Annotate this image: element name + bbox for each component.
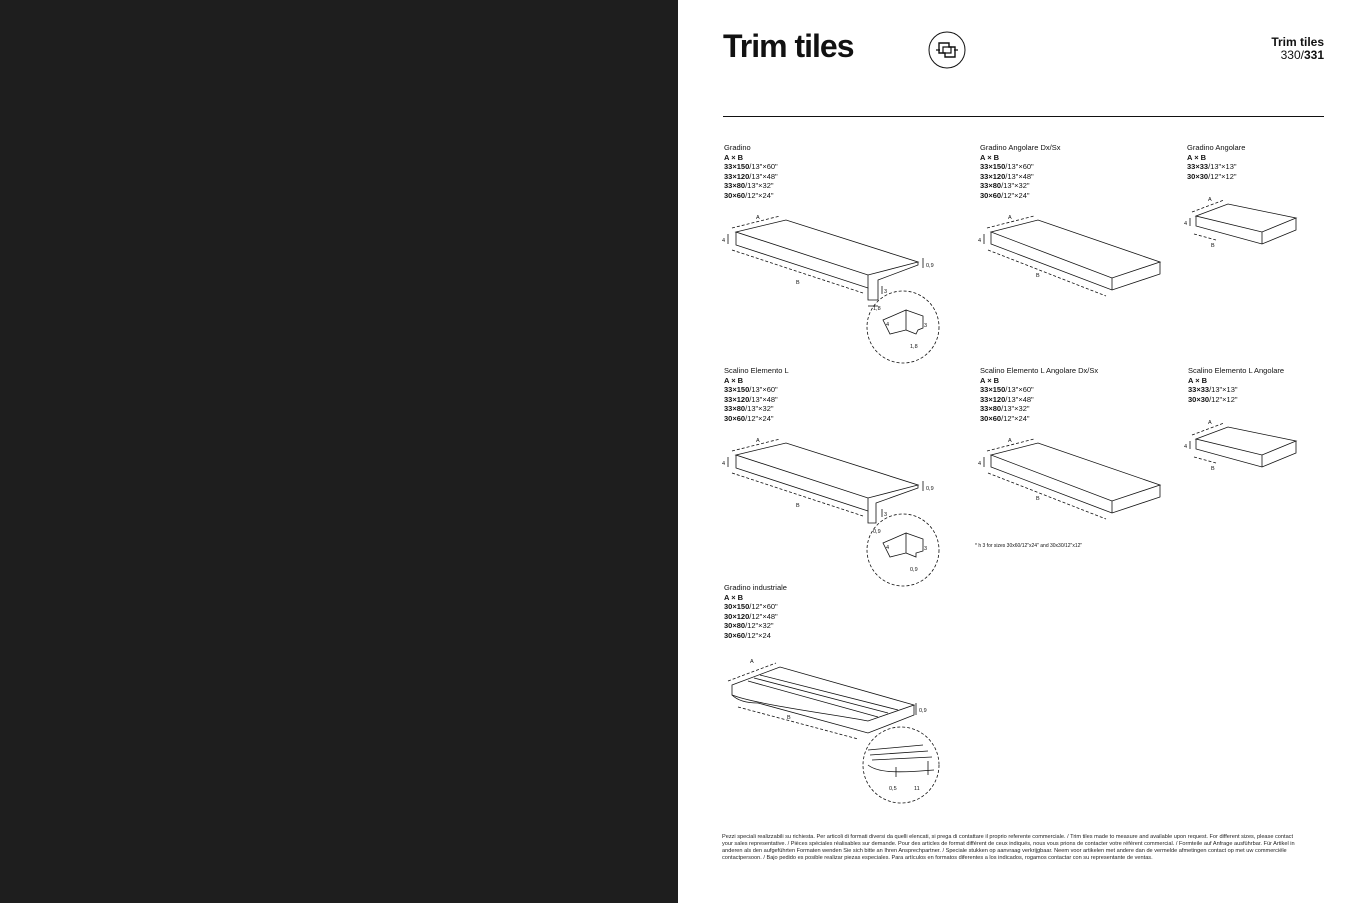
label-4: 4: [722, 461, 726, 467]
page-title: Trim tiles: [723, 28, 854, 64]
scalino-l-angolare-drawing: [1184, 415, 1304, 480]
product-scalino-elemento-l: [724, 366, 789, 423]
label-b: B: [1036, 496, 1040, 502]
label-a: A: [1208, 197, 1212, 203]
label-4: 4: [722, 238, 726, 244]
size-footnote: * h 3 for sizes 30x60/12"x24" and 30x30/12"x12": [975, 543, 1083, 549]
label-4: 4: [886, 545, 890, 551]
scalino-elemento-l-drawing: [718, 433, 968, 588]
header-divider: [723, 116, 1324, 117]
product-name: Gradino industriale: [724, 583, 787, 592]
page-ref-label: Trim tiles: [1271, 35, 1324, 49]
gradino-angolare-dxsx-drawing: [976, 210, 1166, 305]
label-4: 4: [886, 322, 890, 328]
label-b: B: [1211, 466, 1215, 472]
size-row: 33×80/13"×32": [980, 181, 1030, 190]
label-4: 4: [1184, 444, 1188, 450]
product-name: Scalino Elemento L Angolare Dx/Sx: [980, 366, 1099, 375]
size-row: 33×33/13"×13": [1187, 162, 1237, 171]
size-row: 30×150/12"×60": [724, 602, 778, 611]
label-4: 4: [978, 238, 982, 244]
product-name: Gradino Angolare Dx/Sx: [980, 143, 1061, 152]
label-3: 3: [924, 546, 928, 552]
size-row: 33×80/13"×32": [724, 404, 774, 413]
footer-disclaimer: Pezzi speciali realizzabili su richiesta. Per articoli di formati diversi da quelli elencati, si prega di contattare il proprio referente commerciale. / Trim tiles made to measure and available upon request. For different sizes, please contact your sales representative. / Pièces spéciales réalisables sur demande. Pour des articles de format différent de ceux indiqués, nous vous prions de contacter votre référent commercial. / Formteile auf Anfrage ausführbar. Für Artikel in anderen als den aufgeführten Formaten wenden Sie sich bitte an Ihren Ansprechpartner. / Speciale stukken op aanvraag verkrijgbaar. Neem voor artikelen met andere dan de vermelde afmetingen contact op met uw commerciële contactpersoon. / Bajo pedido es posible realizar piezas especiales. Para artículos en formatos diferentes a los indicados, rogamos contactar con su representante de ventas.: [722, 834, 1295, 861]
label-0-9: 0,9: [926, 263, 934, 269]
dimension-label: A × B: [1188, 375, 1208, 385]
size-row: 33×150/13"×60": [980, 162, 1034, 171]
size-row: 30×30/12"×12": [1188, 394, 1238, 404]
page-reference: [1271, 36, 1324, 62]
label-11: 11: [914, 786, 920, 792]
label-a: A: [756, 438, 760, 444]
product-gradino-angolare-dxsx: [980, 143, 1060, 200]
size-row: 30×120/12"×48": [724, 611, 778, 621]
size-row: 33×150/13"×60": [724, 162, 778, 171]
size-row: 30×60/12"×24": [980, 413, 1030, 423]
label-b: B: [1211, 243, 1215, 249]
size-row: 33×150/13"×60": [724, 385, 778, 394]
dimension-label: A × B: [724, 152, 744, 162]
size-row: 30×80/12"×32": [724, 621, 774, 630]
product-scalino-elemento-l-angolare: [1188, 366, 1284, 404]
size-row: 33×33/13"×13": [1188, 385, 1238, 394]
product-name: Gradino Angolare: [1187, 143, 1246, 152]
page-numbers: [1271, 49, 1324, 62]
size-row: 33×120/13"×48": [724, 394, 778, 404]
label-3: 3: [884, 512, 888, 518]
label-4: 4: [978, 461, 982, 467]
label-1-8: 1,8: [910, 344, 918, 350]
label-b: B: [787, 715, 791, 721]
gradino-angolare-drawing: [1184, 192, 1304, 257]
product-name: Scalino Elemento L Angolare: [1188, 366, 1285, 375]
label-0-9: 0,9: [873, 529, 881, 535]
gradino-drawing: [718, 210, 968, 365]
label-a: A: [1208, 420, 1212, 426]
label-a: A: [1008, 215, 1012, 221]
dimension-label: A × B: [724, 592, 744, 602]
page-number-right: 331: [1303, 48, 1324, 62]
label-0-9: 0,9: [910, 567, 918, 573]
product-gradino-angolare: [1187, 143, 1245, 181]
size-row: 33×120/13"×48": [980, 394, 1034, 404]
label-3: 3: [924, 323, 928, 329]
label-a: A: [1008, 438, 1012, 444]
size-row: 30×60/12"×24": [980, 190, 1030, 200]
label-b: B: [796, 280, 800, 286]
dimension-label: A × B: [1187, 152, 1207, 162]
label-1-8: 1,8: [873, 306, 881, 312]
gradino-industriale-drawing: [718, 655, 968, 805]
label-b: B: [796, 503, 800, 509]
label-0-9: 0,9: [919, 708, 927, 714]
label-0-9: 0,9: [926, 486, 934, 492]
dimension-label: A × B: [980, 375, 1000, 385]
label-b: B: [1036, 273, 1040, 279]
size-row: 30×60/12"×24": [724, 413, 774, 423]
dimension-label: A × B: [724, 375, 744, 385]
catalog-page: [678, 0, 1355, 903]
size-row: 33×150/13"×60": [980, 385, 1034, 394]
dimension-label: A × B: [980, 152, 1000, 162]
product-name: Gradino: [724, 143, 751, 152]
brand-logo-icon: [928, 31, 966, 69]
product-scalino-elemento-l-angolare-dxsx: [980, 366, 1098, 423]
size-row: 33×80/13"×32": [980, 404, 1030, 413]
label-a: A: [750, 659, 754, 665]
label-4: 4: [1184, 221, 1188, 227]
product-name: Scalino Elemento L: [724, 366, 789, 375]
size-row: 33×120/13"×48": [724, 171, 778, 181]
size-row: 30×30/12"×12": [1187, 171, 1237, 181]
scalino-l-angolare-dxsx-drawing: [976, 433, 1166, 528]
size-row: 30×60/12"×24": [724, 190, 774, 200]
size-row: 30×60/12"×24: [724, 630, 771, 640]
label-a: A: [756, 215, 760, 221]
size-row: 33×120/13"×48": [980, 171, 1034, 181]
label-0-5: 0,5: [889, 786, 897, 792]
product-gradino-industriale: [724, 583, 787, 640]
product-gradino: [724, 143, 778, 200]
page-number-left: 330/: [1280, 48, 1304, 62]
size-row: 33×80/13"×32": [724, 181, 774, 190]
label-3: 3: [884, 289, 888, 295]
